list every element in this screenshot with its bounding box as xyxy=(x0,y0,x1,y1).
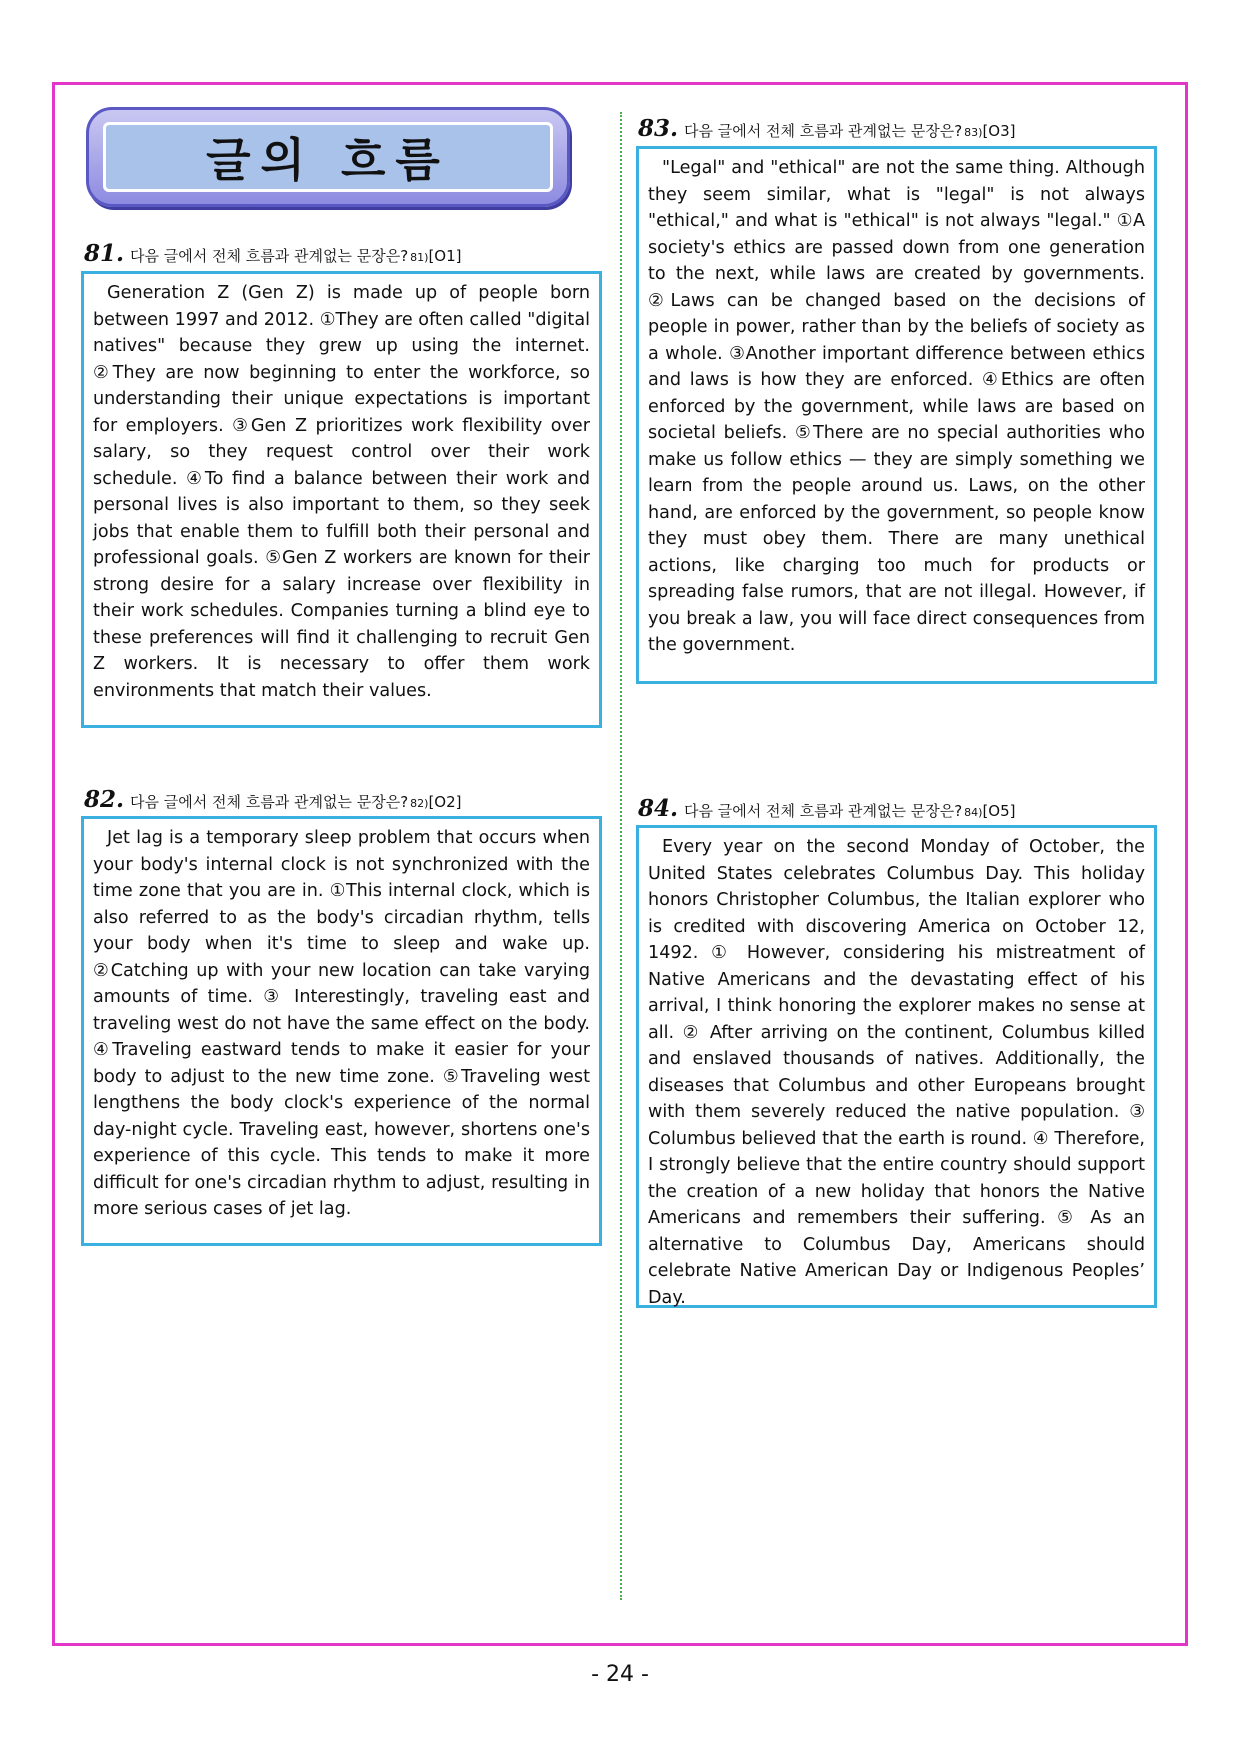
section-title: 글의 흐름 xyxy=(206,133,450,187)
question-84-header xyxy=(638,795,1016,822)
question-code: [O3] xyxy=(982,122,1016,140)
question-number: 82. xyxy=(84,786,125,813)
question-code: [O2] xyxy=(428,793,462,811)
question-prompt: 다음 글에서 전체 흐름과 관계없는 문장은? xyxy=(684,802,963,820)
section-banner xyxy=(86,107,570,207)
question-number: 84. xyxy=(638,795,679,822)
question-82-header xyxy=(84,786,462,813)
question-prompt: 다음 글에서 전체 흐름과 관계없는 문장은? xyxy=(130,793,409,811)
question-number: 83. xyxy=(638,115,679,142)
question-code: [O5] xyxy=(982,802,1016,820)
question-ref: 81) xyxy=(410,251,429,264)
page-number: - 24 - xyxy=(591,1662,649,1687)
column-divider xyxy=(620,112,622,1600)
question-ref: 82) xyxy=(410,797,429,810)
question-84-passage: Every year on the second Monday of October, the United States celebrates Columbus Day. This holiday honors Christopher Columbus, the Italian explorer who is credited with discovering America on October 12, 1492. ① However, considering his mistreatment of Native Americans and the devastating effect of his arrival, I think honoring the explorer makes no sense at all. ② After arriving on the continent, Columbus killed and enslaved thousands of natives. Additionally, the diseases that Columbus and other Europeans brought with them severely reduced the native population. ③ Columbus believed that the earth is round. ④ Therefore, I strongly believe that the entire country should support the creation of a new holiday that honors the Native Americans and remembers their suffering. ⑤ As an alternative to Columbus Day, Americans should celebrate Native American Day or Indigenous Peoples’ Day. xyxy=(636,825,1157,1308)
question-83-passage: "Legal" and "ethical" are not the same thing. Although they seem similar, what is "legal" is not always "ethical," and what is "ethical" is not always "legal." ①A society's ethics are passed down from one generation to the next, while laws are created by governments. ②Laws can be changed based on the decisions of people in power, rather than by the beliefs of society as a whole. ③Another important difference between ethics and laws is how they are enforced. ④Ethics are often enforced by the government, while laws are based on societal beliefs. ⑤There are no special authorities who make us follow ethics — they are simply something we learn from the people around us. Laws, on the other hand, are enforced by the government, so people know they must obey them. There are many unethical actions, like charging too much for products or spreading false rumors, that are not illegal. However, if you break a law, you will face direct consequences from the government. xyxy=(636,146,1157,684)
question-82-passage: Jet lag is a temporary sleep problem that occurs when your body's internal clock is not synchronized with the time zone that you are in. ①This internal clock, which is also referred to as the body's circadian rhythm, tells your body when it's time to sleep and wake up. ②Catching up with your new location can take varying amounts of time. ③ Interestingly, traveling east and traveling west do not have the same effect on the body. ④Traveling eastward tends to make it easier for your body to adjust to the new time zone. ⑤Traveling west lengthens the body clock's experience of the normal day-night cycle. Traveling east, however, shortens one's experience of this cycle. This tends to make it more difficult for one's circadian rhythm to adjust, resulting in more serious cases of jet lag. xyxy=(81,816,602,1246)
question-prompt: 다음 글에서 전체 흐름과 관계없는 문장은? xyxy=(684,122,963,140)
question-number: 81. xyxy=(84,240,125,267)
question-83-header xyxy=(638,115,1016,142)
question-ref: 84) xyxy=(964,806,983,819)
question-81-header xyxy=(84,240,462,267)
question-81-passage: Generation Z (Gen Z) is made up of people born between 1997 and 2012. ①They are often called "digital natives" because they grew up using the internet. ②They are now beginning to enter the workforce, so understanding their unique expectations is important for employers. ③Gen Z prioritizes work flexibility over salary, so they request control over their work schedule. ④To find a balance between their work and personal lives is also important to them, so they seek jobs that enable them to fulfill both their personal and professional goals. ⑤Gen Z workers are known for their strong desire for a salary increase over flexibility in their work schedules. Companies turning a blind eye to these preferences will find it challenging to recruit Gen Z workers. It is necessary to offer them work environments that match their values. xyxy=(81,271,602,728)
question-prompt: 다음 글에서 전체 흐름과 관계없는 문장은? xyxy=(130,247,409,265)
question-ref: 83) xyxy=(964,126,983,139)
question-code: [O1] xyxy=(428,247,462,265)
section-banner-inner xyxy=(103,122,553,192)
